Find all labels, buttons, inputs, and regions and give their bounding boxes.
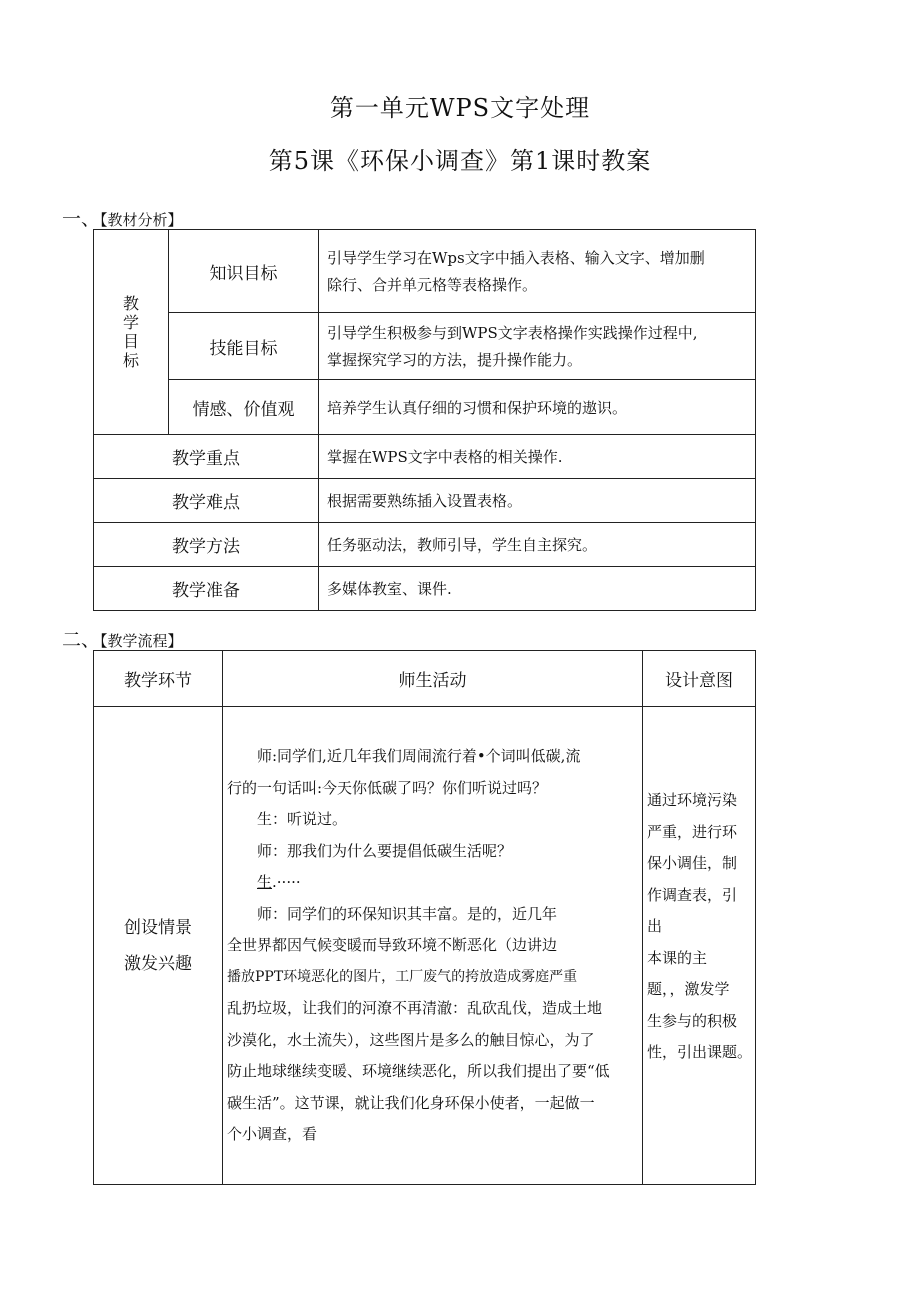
method-label: 教学方法: [94, 523, 319, 567]
stage-header: 教学环节: [94, 651, 223, 707]
activity-line: 碳生活”。这节课，就让我们化身环保小使者，一起做一: [227, 1093, 595, 1112]
doc-title: 第一单元WPS文字处理: [329, 94, 591, 122]
activity-line: 个小调查，看: [227, 1125, 318, 1143]
section1-title: 【教材分析】: [100, 211, 183, 229]
key-point-value: 掌握在WPS文字中表格的相关操作.: [319, 435, 756, 479]
activity-line: 沙漠化，水土流失），这些图片是多么的触目惊心，为了: [227, 1030, 595, 1049]
ellipsis: .·····: [272, 873, 301, 891]
preparation-label: 教学准备: [94, 567, 319, 611]
activity-line: 乱扔垃圾，让我们的河潦不再清澈：乱砍乱伐，造成土地: [227, 999, 603, 1017]
goal-line: 除行、合并单元格等表格操作。: [327, 276, 538, 294]
emotion-goal-text: 培养学生认真仔细的习惯和保护环境的遨识。: [319, 380, 756, 435]
method-value: 任务驱动法，教师引导，学生自主探究。: [319, 523, 756, 567]
group-label-char: 教: [122, 294, 139, 313]
section1-number: 一、: [62, 208, 101, 230]
activity-header: 师生活动: [223, 651, 643, 707]
difficulty-label: 教学难点: [94, 479, 319, 523]
knowledge-goal-text: [319, 230, 756, 313]
section2-number: 二、: [62, 629, 101, 651]
doc-subtitle: 第5课《环保小调查》第1课时教案: [268, 147, 652, 175]
analysis-table: [93, 229, 756, 611]
intent-cell: [643, 707, 756, 1185]
intent-line: 生参与的积极: [647, 1011, 738, 1030]
stage-line: 创设情景: [124, 917, 192, 938]
goal-line: 引导学生积极参与到WPS文字表格操作实践操作过程中,: [327, 324, 698, 342]
intent-line: 作调查表，引: [647, 885, 738, 904]
difficulty-value: 根据需要熟练插入设置表格。: [319, 479, 756, 523]
skill-goal-text: [319, 313, 756, 380]
emotion-goal-label: 情感、价值观: [169, 380, 319, 435]
section2-title: 【教学流程】: [100, 632, 183, 650]
activity-cell: [223, 707, 643, 1185]
activity-line: 全世界都因气候变暖而导致环境不断恶化（边讲边: [227, 936, 558, 954]
knowledge-goal-label: 知识目标: [169, 230, 319, 313]
goal-line: 掌握探究学习的方法，提升操作能力。: [327, 351, 583, 369]
key-point-label: 教学重点: [94, 435, 319, 479]
intent-line: 严重，进行环: [647, 822, 738, 841]
section2-heading: [62, 625, 183, 652]
activity-line: 师:同学们,近几年我们周闹流行着•个词叫低碳,流: [257, 747, 581, 765]
skill-goal-label: 技能目标: [169, 313, 319, 380]
intent-line: 出: [647, 917, 663, 935]
intent-line: 保小调佳，制: [647, 854, 738, 872]
stage-cell: [94, 707, 223, 1185]
goal-line: 引导学生学习在Wps文字中插入表格、输入文字、增加删: [327, 249, 705, 267]
stage-line: 激发兴趣: [124, 953, 192, 974]
activity-line: 播放PPT环境恶化的图片，工厂废气的挎放造成雾庭严重: [227, 968, 578, 985]
section1-heading: [62, 204, 183, 231]
student-marker: 生: [257, 873, 273, 891]
intent-header: 设计意图: [643, 651, 756, 707]
intent-line: 性，引出课题。: [647, 1043, 753, 1061]
preparation-value: 多媒体教室、课件.: [319, 567, 756, 611]
process-table: [93, 650, 756, 1185]
activity-line: 师：同学们的环保知识其丰富。是的，近几年: [257, 904, 558, 923]
teaching-goals-group-label: [94, 230, 169, 435]
intent-line: 通过环境污染: [647, 791, 738, 809]
activity-line: 防止地球继续变暖、环境继续恶化，所以我们提出了要“低: [227, 1062, 610, 1080]
intent-line: 本课的主: [647, 948, 708, 967]
activity-line: 行的一句话叫:今天你低碳了吗？你们听说过吗？: [227, 778, 548, 797]
activity-line: 生：听说过。: [257, 810, 348, 828]
intent-line: 题，，激发学: [647, 980, 730, 998]
group-label-char: 目: [122, 332, 139, 351]
activity-line: [227, 867, 638, 899]
group-label-char: 学: [122, 313, 139, 332]
group-label-char: 标: [122, 351, 139, 370]
activity-line: 师：那我们为什么要提倡低碳生活呢？: [257, 841, 513, 860]
